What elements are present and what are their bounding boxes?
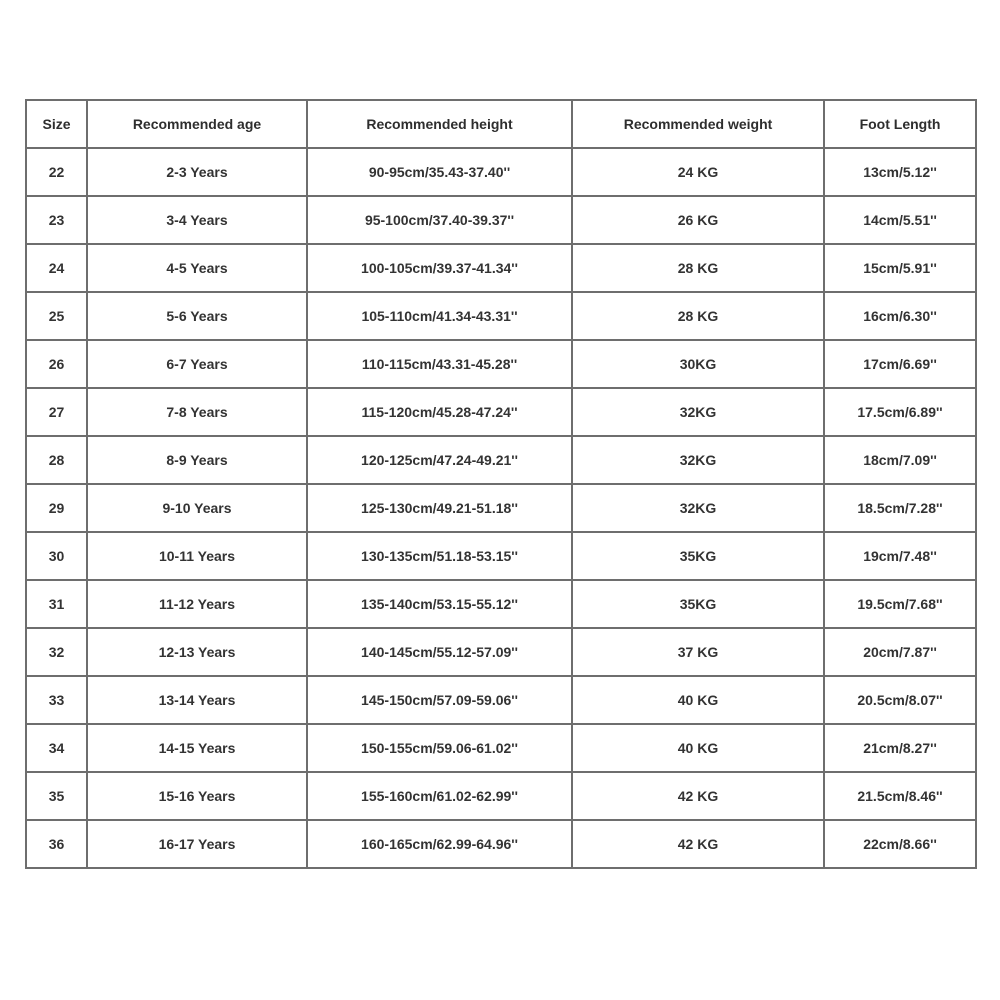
cell-weight: 37 KG	[572, 628, 824, 676]
cell-size: 26	[26, 340, 87, 388]
cell-size: 30	[26, 532, 87, 580]
cell-height: 125-130cm/49.21-51.18''	[307, 484, 572, 532]
cell-weight: 28 KG	[572, 244, 824, 292]
cell-weight: 30KG	[572, 340, 824, 388]
cell-height: 145-150cm/57.09-59.06''	[307, 676, 572, 724]
cell-height: 160-165cm/62.99-64.96''	[307, 820, 572, 868]
cell-age: 9-10 Years	[87, 484, 307, 532]
header-recommended-age: Recommended age	[87, 100, 307, 148]
cell-age: 15-16 Years	[87, 772, 307, 820]
cell-age: 3-4 Years	[87, 196, 307, 244]
cell-foot-length: 22cm/8.66''	[824, 820, 976, 868]
cell-weight: 26 KG	[572, 196, 824, 244]
header-size: Size	[26, 100, 87, 148]
cell-height: 100-105cm/39.37-41.34''	[307, 244, 572, 292]
cell-height: 115-120cm/45.28-47.24''	[307, 388, 572, 436]
table-row	[26, 532, 976, 580]
table-row	[26, 772, 976, 820]
cell-foot-length: 20.5cm/8.07''	[824, 676, 976, 724]
cell-foot-length: 15cm/5.91''	[824, 244, 976, 292]
cell-weight: 32KG	[572, 484, 824, 532]
cell-height: 105-110cm/41.34-43.31''	[307, 292, 572, 340]
table-row	[26, 724, 976, 772]
cell-height: 95-100cm/37.40-39.37''	[307, 196, 572, 244]
table-row	[26, 292, 976, 340]
header-row	[26, 100, 976, 148]
cell-size: 29	[26, 484, 87, 532]
cell-size: 25	[26, 292, 87, 340]
cell-age: 11-12 Years	[87, 580, 307, 628]
cell-height: 140-145cm/55.12-57.09''	[307, 628, 572, 676]
cell-size: 31	[26, 580, 87, 628]
table-row	[26, 628, 976, 676]
cell-foot-length: 19cm/7.48''	[824, 532, 976, 580]
cell-foot-length: 21.5cm/8.46''	[824, 772, 976, 820]
cell-size: 23	[26, 196, 87, 244]
cell-age: 13-14 Years	[87, 676, 307, 724]
header-foot-length: Foot Length	[824, 100, 976, 148]
cell-foot-length: 19.5cm/7.68''	[824, 580, 976, 628]
cell-weight: 32KG	[572, 436, 824, 484]
header-recommended-height: Recommended height	[307, 100, 572, 148]
cell-weight: 40 KG	[572, 724, 824, 772]
cell-size: 34	[26, 724, 87, 772]
cell-height: 130-135cm/51.18-53.15''	[307, 532, 572, 580]
cell-weight: 42 KG	[572, 772, 824, 820]
size-chart-table	[25, 99, 977, 869]
cell-weight: 28 KG	[572, 292, 824, 340]
table-row	[26, 244, 976, 292]
cell-weight: 35KG	[572, 580, 824, 628]
cell-foot-length: 18cm/7.09''	[824, 436, 976, 484]
cell-age: 14-15 Years	[87, 724, 307, 772]
cell-weight: 35KG	[572, 532, 824, 580]
table-row	[26, 436, 976, 484]
cell-size: 27	[26, 388, 87, 436]
table-row	[26, 580, 976, 628]
cell-foot-length: 20cm/7.87''	[824, 628, 976, 676]
cell-age: 7-8 Years	[87, 388, 307, 436]
cell-foot-length: 13cm/5.12''	[824, 148, 976, 196]
header-recommended-weight: Recommended weight	[572, 100, 824, 148]
cell-age: 16-17 Years	[87, 820, 307, 868]
cell-foot-length: 17.5cm/6.89''	[824, 388, 976, 436]
cell-height: 110-115cm/43.31-45.28''	[307, 340, 572, 388]
cell-size: 36	[26, 820, 87, 868]
cell-age: 10-11 Years	[87, 532, 307, 580]
cell-foot-length: 17cm/6.69''	[824, 340, 976, 388]
cell-size: 35	[26, 772, 87, 820]
cell-height: 155-160cm/61.02-62.99''	[307, 772, 572, 820]
cell-age: 5-6 Years	[87, 292, 307, 340]
table-body	[26, 148, 976, 868]
cell-age: 12-13 Years	[87, 628, 307, 676]
cell-height: 135-140cm/53.15-55.12''	[307, 580, 572, 628]
cell-foot-length: 18.5cm/7.28''	[824, 484, 976, 532]
cell-weight: 42 KG	[572, 820, 824, 868]
cell-height: 120-125cm/47.24-49.21''	[307, 436, 572, 484]
cell-height: 90-95cm/35.43-37.40''	[307, 148, 572, 196]
cell-size: 32	[26, 628, 87, 676]
cell-age: 8-9 Years	[87, 436, 307, 484]
cell-size: 22	[26, 148, 87, 196]
cell-weight: 24 KG	[572, 148, 824, 196]
cell-age: 6-7 Years	[87, 340, 307, 388]
table-row	[26, 484, 976, 532]
cell-foot-length: 16cm/6.30''	[824, 292, 976, 340]
cell-age: 4-5 Years	[87, 244, 307, 292]
table-row	[26, 148, 976, 196]
cell-size: 24	[26, 244, 87, 292]
cell-foot-length: 21cm/8.27''	[824, 724, 976, 772]
cell-foot-length: 14cm/5.51''	[824, 196, 976, 244]
table-row	[26, 196, 976, 244]
table-row	[26, 340, 976, 388]
table-row	[26, 676, 976, 724]
cell-size: 28	[26, 436, 87, 484]
cell-weight: 40 KG	[572, 676, 824, 724]
cell-weight: 32KG	[572, 388, 824, 436]
cell-height: 150-155cm/59.06-61.02''	[307, 724, 572, 772]
table-row	[26, 820, 976, 868]
cell-age: 2-3 Years	[87, 148, 307, 196]
table-row	[26, 388, 976, 436]
cell-size: 33	[26, 676, 87, 724]
